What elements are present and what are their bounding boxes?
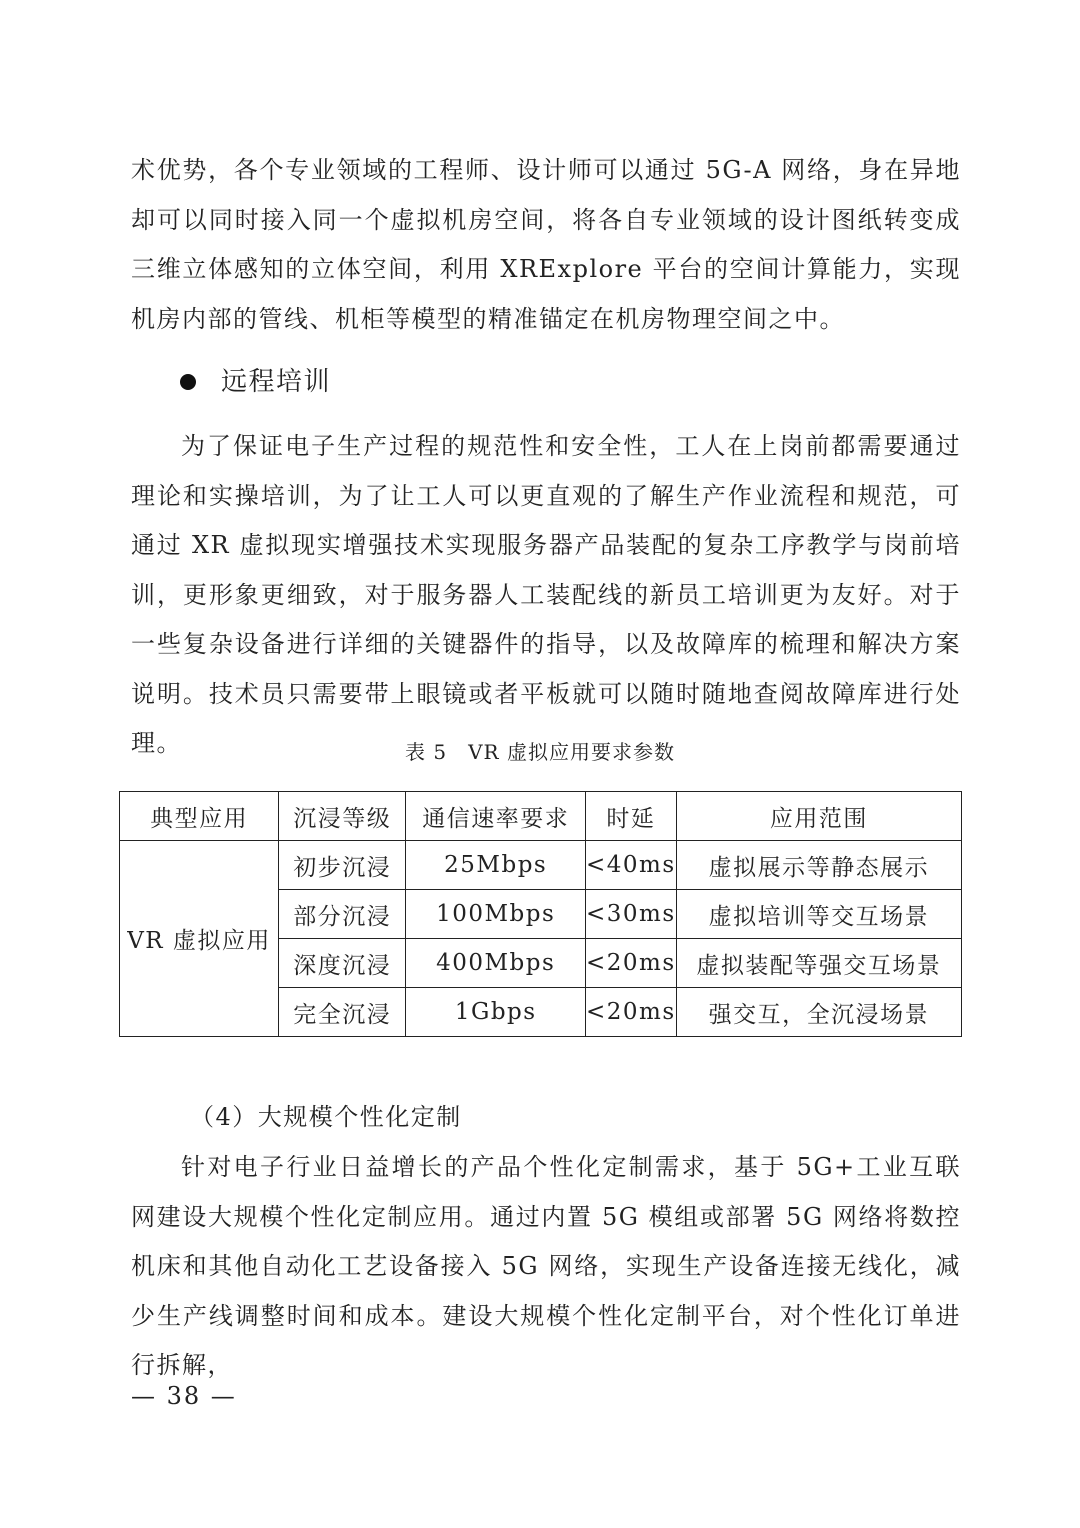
table-cell: 400Mbps (406, 939, 586, 988)
table-header-row (120, 792, 962, 841)
table-cell: 1Gbps (406, 988, 586, 1037)
table-row (120, 841, 962, 890)
table-cell: 虚拟展示等静态展示 (676, 841, 961, 890)
table-cell: 部分沉浸 (279, 890, 406, 939)
table-cell: 虚拟培训等交互场景 (676, 890, 961, 939)
section-subheading: （4）大规模个性化定制 (190, 1103, 462, 1131)
paragraph-remote-collaboration: 术优势，各个专业领域的工程师、设计师可以通过 5G-A 网络，身在异地却可以同时接入同一个虚拟机房空间，将各自专业领域的设计图纸转变成三维立体感知的立体空间，利用 XRExplore 平台的空间计算能力，实现机房内部的管线、机柜等模型的精准锚定在机房物理空间之中。 (131, 156, 961, 333)
table-cell: <20ms (585, 988, 676, 1037)
table-cell: 虚拟装配等强交互场景 (676, 939, 961, 988)
table-group-cell: VR 虚拟应用 (120, 841, 279, 1037)
table-cell: 25Mbps (406, 841, 586, 890)
table-header-cell: 通信速率要求 (406, 792, 586, 841)
table-caption: 表 5 VR 虚拟应用要求参数 (405, 740, 675, 764)
bullet-heading-text: 远程培训 (221, 367, 332, 397)
table-cell: 强交互，全沉浸场景 (676, 988, 961, 1037)
table-cell: <20ms (585, 939, 676, 988)
bullet-heading (180, 362, 331, 402)
table-cell: 深度沉浸 (279, 939, 406, 988)
paragraph-mass-customization: 针对电子行业日益增长的产品个性化定制需求，基于 5G+工业互联网建设大规模个性化定制应用。通过内置 5G 模组或部署 5G 网络将数控机床和其他自动化工艺设备接入 5G 网络，实现生产设备连接无线化，减少生产线调整时间和成本。建设大规模个性化定制平台，对个性化订单进行拆解， (131, 1153, 961, 1379)
table-cell: 100Mbps (406, 890, 586, 939)
table-cell: <30ms (585, 890, 676, 939)
table-cell: 初步沉浸 (279, 841, 406, 890)
table-header-cell: 沉浸等级 (279, 792, 406, 841)
table-cell: <40ms (585, 841, 676, 890)
vr-requirements-table (119, 791, 962, 1037)
page-number: — 38 — (131, 1382, 237, 1410)
table-header-cell: 应用范围 (676, 792, 961, 841)
paragraph-remote-training: 为了保证电子生产过程的规范性和安全性，工人在上岗前都需要通过理论和实操培训，为了让工人可以更直观的了解生产作业流程和规范，可通过 XR 虚拟现实增强技术实现服务器产品装配的复杂工序教学与岗前培训，更形象更细致，对于服务器人工装配线的新员工培训更为友好。对于一些复杂设备进行详细的关键器件的指导，以及故障库的梳理和解决方案说明。技术员只需要带上眼镜或者平板就可以随时随地查阅故障库进行处理。 (131, 432, 961, 757)
table-header-cell: 典型应用 (120, 792, 279, 841)
table-cell: 完全沉浸 (279, 988, 406, 1037)
table-header-cell: 时延 (585, 792, 676, 841)
bullet-dot-icon (180, 374, 196, 390)
